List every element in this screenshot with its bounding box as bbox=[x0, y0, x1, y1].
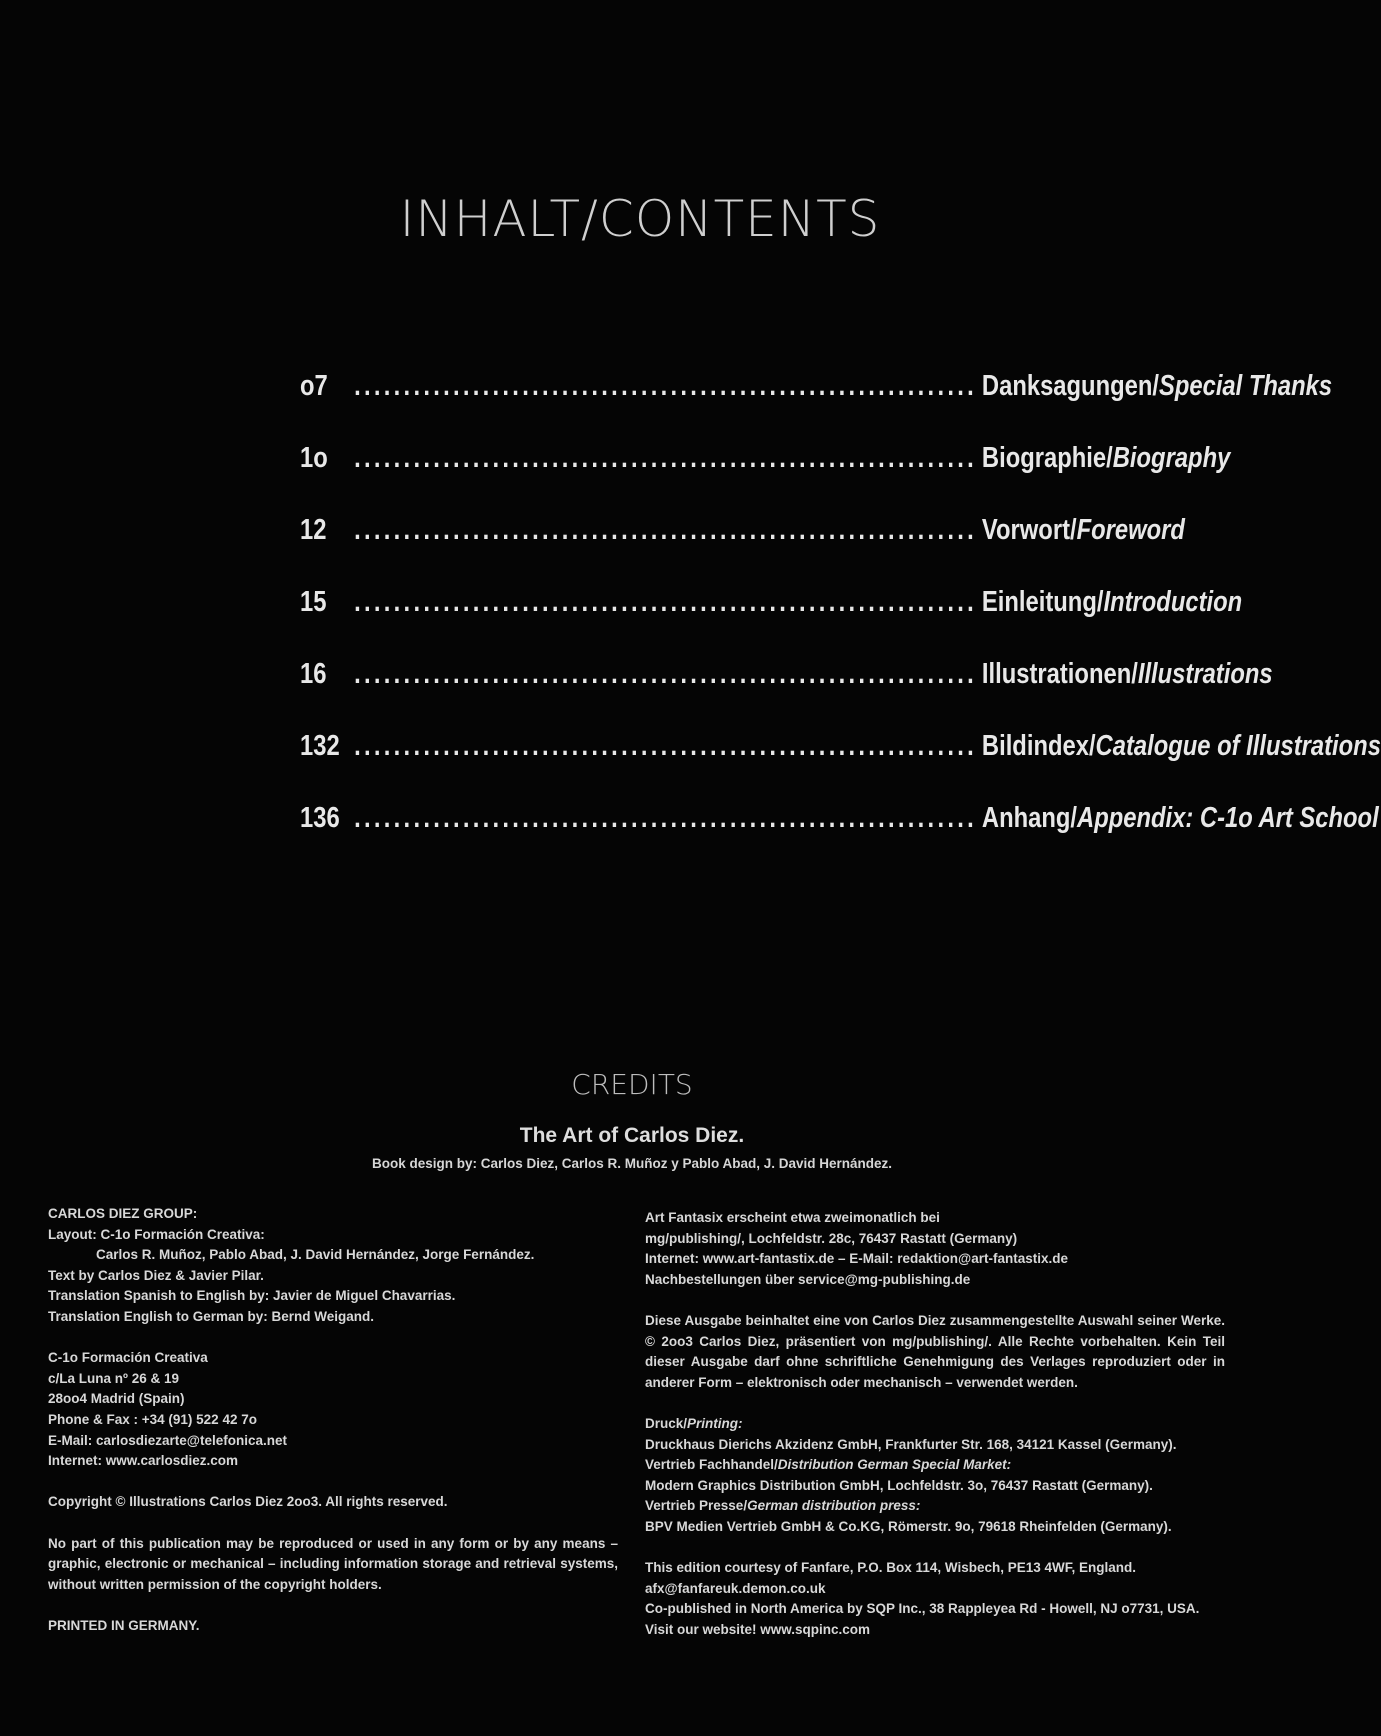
toc-leader-dots: ............................................................... bbox=[354, 802, 977, 834]
toc-page-number: 132 bbox=[300, 730, 340, 762]
credits-right-column bbox=[645, 1208, 1225, 1640]
text-credit: Text by Carlos Diez & Javier Pilar. bbox=[48, 1267, 264, 1283]
publisher-line: Internet: www.art-fantastix.de – E-Mail: redaktion@art-fantastix.de bbox=[645, 1251, 1068, 1267]
toc-title: Biographie/Biography bbox=[981, 442, 1231, 474]
toc-leader-dots: ............................................................... bbox=[354, 658, 977, 690]
toc-title: Vorwort/Foreword bbox=[981, 514, 1185, 546]
distribution-special-value: Modern Graphics Distribution GmbH, Lochfeldstr. 3o, 76437 Rastatt (Germany). bbox=[645, 1477, 1153, 1493]
distribution-press-value: BPV Medien Vertrieb GmbH & Co.KG, Römerstr. 9o, 79618 Rheinfelden (Germany). bbox=[645, 1518, 1172, 1534]
printing-label: Druck/Printing: bbox=[645, 1415, 743, 1431]
translation-en-de: Translation English to German by: Bernd Weigand. bbox=[48, 1308, 375, 1324]
toc-title-en: Foreword bbox=[1076, 514, 1185, 546]
printed-in: PRINTED IN GERMANY. bbox=[48, 1617, 200, 1633]
copyright: Copyright © Illustrations Carlos Diez 2oo3. All rights reserved. bbox=[48, 1494, 448, 1510]
toc-title-en: Illustrations bbox=[1137, 658, 1273, 690]
toc-title: Danksagungen/Special Thanks bbox=[981, 370, 1333, 402]
toc-leader-dots: ............................................................... bbox=[354, 370, 977, 402]
school-name: C-1o Formación Creativa bbox=[48, 1350, 208, 1366]
edition-line: This edition courtesy of Fanfare, P.O. Box 114, Wisbech, PE13 4WF, England. bbox=[645, 1560, 1137, 1576]
toc-title-de: Biographie bbox=[981, 442, 1107, 474]
toc-title-de: Einleitung bbox=[981, 586, 1097, 618]
toc-leader-dots: ............................................................... bbox=[354, 442, 977, 474]
toc-entry bbox=[300, 370, 1333, 442]
page-title: INHALT/CONTENTS bbox=[399, 190, 881, 248]
layout-credit: Layout: C-1o Formación Creativa: bbox=[48, 1226, 265, 1242]
table-of-contents bbox=[300, 370, 1381, 874]
toc-leader-dots: ............................................................... bbox=[354, 586, 977, 618]
rights-notice: No part of this publication may be reproduced or used in any form or by any means – graphic, electronic or mechanical – including information storage and retrieval systems, without written permission of the copyright holders. bbox=[48, 1535, 618, 1592]
toc-title-de: Danksagungen bbox=[981, 370, 1153, 402]
internet: Internet: www.carlosdiez.com bbox=[48, 1453, 239, 1469]
toc-title: Bildindex/Catalogue of Illustrations bbox=[981, 730, 1381, 762]
toc-title: Illustrationen/Illustrations bbox=[981, 658, 1273, 690]
toc-title-de: Bildindex bbox=[981, 730, 1089, 762]
toc-title-de: Illustrationen bbox=[981, 658, 1132, 690]
publisher-line: Art Fantasix erscheint etwa zweimonatlich bei bbox=[645, 1210, 940, 1225]
toc-entry bbox=[300, 442, 1231, 514]
publisher-line: Nachbestellungen über service@mg-publishing.de bbox=[645, 1271, 971, 1287]
toc-page-number: o7 bbox=[300, 370, 328, 402]
phone: Phone & Fax : +34 (91) 522 42 7o bbox=[48, 1411, 257, 1427]
toc-leader-dots: ............................................................... bbox=[354, 514, 977, 546]
distribution-press-label: Vertrieb Presse/German distribution press: bbox=[645, 1498, 921, 1514]
publisher-line: mg/publishing/, Lochfeldstr. 28c, 76437 Rastatt (Germany) bbox=[645, 1230, 1018, 1246]
edition-email: afx@fanfareuk.demon.co.uk bbox=[645, 1580, 826, 1596]
toc-entry bbox=[300, 586, 1243, 658]
printing-value: Druckhaus Dierichs Akzidenz GmbH, Frankfurter Str. 168, 34121 Kassel (Germany). bbox=[645, 1436, 1177, 1452]
toc-leader-dots: ............................................................... bbox=[354, 730, 977, 762]
toc-entry bbox=[300, 658, 1273, 730]
toc-page-number: 15 bbox=[300, 586, 327, 618]
layout-names: Carlos R. Muñoz, Pablo Abad, J. David Hernández, Jorge Fernández. bbox=[96, 1247, 535, 1263]
group-heading: CARLOS DIEZ GROUP: bbox=[48, 1206, 198, 1221]
address-line: 28oo4 Madrid (Spain) bbox=[48, 1391, 185, 1407]
credits-heading: CREDITS bbox=[571, 1068, 693, 1101]
toc-entry bbox=[300, 802, 1379, 874]
toc-title-en: Introduction bbox=[1103, 586, 1243, 618]
copublished-line: Co-published in North America by SQP Inc., 38 Rappleyea Rd - Howell, NJ o7731, USA. bbox=[645, 1601, 1200, 1617]
toc-page-number: 1o bbox=[300, 442, 328, 474]
book-design-credit: Book design by: Carlos Diez, Carlos R. Muñoz y Pablo Abad, J. David Hernández. bbox=[371, 1156, 893, 1171]
toc-entry bbox=[300, 514, 1185, 586]
toc-title-en: Special Thanks bbox=[1158, 370, 1333, 402]
toc-title-en: Appendix: C-1o Art School bbox=[1077, 802, 1379, 834]
credits-left-column bbox=[48, 1204, 618, 1636]
email: E-Mail: carlosdiezarte@telefonica.net bbox=[48, 1432, 287, 1448]
toc-page-number: 136 bbox=[300, 802, 340, 834]
toc-title-en: Catalogue of Illustrations bbox=[1095, 730, 1381, 762]
toc-page-number: 16 bbox=[300, 658, 327, 690]
toc-title-en: Biography bbox=[1112, 442, 1231, 474]
toc-title-de: Vorwort bbox=[981, 514, 1070, 546]
toc-title: Einleitung/Introduction bbox=[981, 586, 1243, 618]
rights-paragraph: Diese Ausgabe beinhaltet eine von Carlos Diez zusammengestellte Auswahl seiner Werke. © 2oo3 Carlos Diez, präsentiert von mg/publishing/. Alle Rechte vorbehalten. Kein Teil dieser Ausgabe darf ohne schriftliche Genehmigung des Verlages reproduziert oder in anderer Form – elektronisch oder mechanisch – verwendet werden. bbox=[645, 1312, 1225, 1390]
toc-title-de: Anhang bbox=[981, 802, 1071, 834]
translation-es-en: Translation Spanish to English by: Javier de Miguel Chavarrias. bbox=[48, 1288, 456, 1304]
book-title: The Art of Carlos Diez. bbox=[519, 1124, 745, 1147]
website-line: Visit our website! www.sqpinc.com bbox=[645, 1621, 871, 1637]
distribution-special-label: Vertrieb Fachhandel/Distribution German Special Market: bbox=[645, 1457, 1012, 1473]
toc-entry bbox=[300, 730, 1381, 802]
toc-page-number: 12 bbox=[300, 514, 327, 546]
address-line: c/La Luna nº 26 & 19 bbox=[48, 1370, 179, 1386]
toc-title: Anhang/Appendix: C-1o Art School bbox=[981, 802, 1379, 834]
